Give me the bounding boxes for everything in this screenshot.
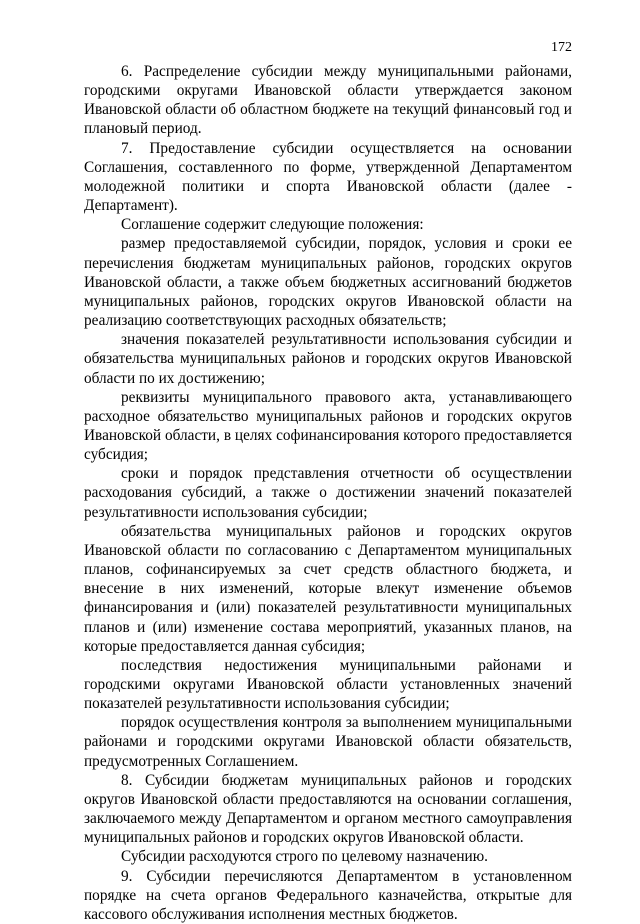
agreement-item-reporting: сроки и порядок представления отчетности об осуществлении расходования субсидий, а также о достижении значений показателей результативности использования субсидии; xyxy=(84,465,572,521)
paragraph-9-transfer: 9. Субсидии перечисляются Департаментом в установленном порядке на счета органов Федерального казначейства, открытые для кассового обслуживания исполнения местных бюджетов. xyxy=(84,867,572,923)
page-number: 172 xyxy=(551,40,572,55)
agreement-item-control: порядок осуществления контроля за выполнением муниципальными районами и городскими округами Ивановской области обязательств, предусмотренных Соглашением. xyxy=(84,714,572,770)
document-body xyxy=(84,62,572,924)
paragraph-6-distribution: 6. Распределение субсидии между муниципальными районами, городскими округами Ивановской области утверждается законом Ивановской области об областном бюджете на текущий финансовый год и плановый период. xyxy=(84,63,572,138)
agreement-item-amount: размер предоставляемой субсидии, порядок, условия и сроки ее перечисления бюджетам муниципальных районов, городских округов Ивановской области, а также объем бюджетных ассигнований бюджетов муниципальных районов, городских округов Ивановской области на реализацию соответствующих расходных обязательств; xyxy=(84,235,572,330)
paragraph-7-provision: 7. Предоставление субсидии осуществляется на основании Соглашения, составленного по форме, утвержденной Департаментом молодежной политики и спорта Ивановской области (далее - Департамент). xyxy=(84,139,572,215)
paragraph-targeted-use: Субсидии расходуются строго по целевому назначению. xyxy=(121,848,488,866)
agreement-intro: Соглашение содержит следующие положения: xyxy=(121,216,424,234)
agreement-item-legal-act: реквизиты муниципального правового акта, устанавливающего расходное обязательство муниципальных районов и городских округов Ивановской области, в целях софинансирования которого предоставляется субсидия; xyxy=(84,388,572,464)
agreement-item-consequences: последствия недостижения муниципальными районами и городскими округами Ивановской области установленных значений показателей результативности использования субсидии; xyxy=(84,656,572,713)
agreement-item-indicators: значения показателей результативности использования субсидии и обязательства муниципальных районов и городских округов Ивановской области по их достижению; xyxy=(84,331,572,387)
agreement-item-obligations: обязательства муниципальных районов и городских округов Ивановской области по согласованию с Департаментом муниципальных планов, софинансируемых за счет средств областного бюджета, и внесение в них изменений, которые влекут изменение объемов финансирования и (или) показателей результативности муниципальных планов и (или) изменение состава мероприятий, указанных планов, на которые предоставляется данная субсидия; xyxy=(84,522,572,655)
paragraph-8-subsidies: 8. Субсидии бюджетам муниципальных районов и городских округов Ивановской области предоставляются на основании соглашения, заключаемого между Департаментом и органом местного самоуправления муниципальных районов и городских округов Ивановской области. xyxy=(84,771,572,847)
